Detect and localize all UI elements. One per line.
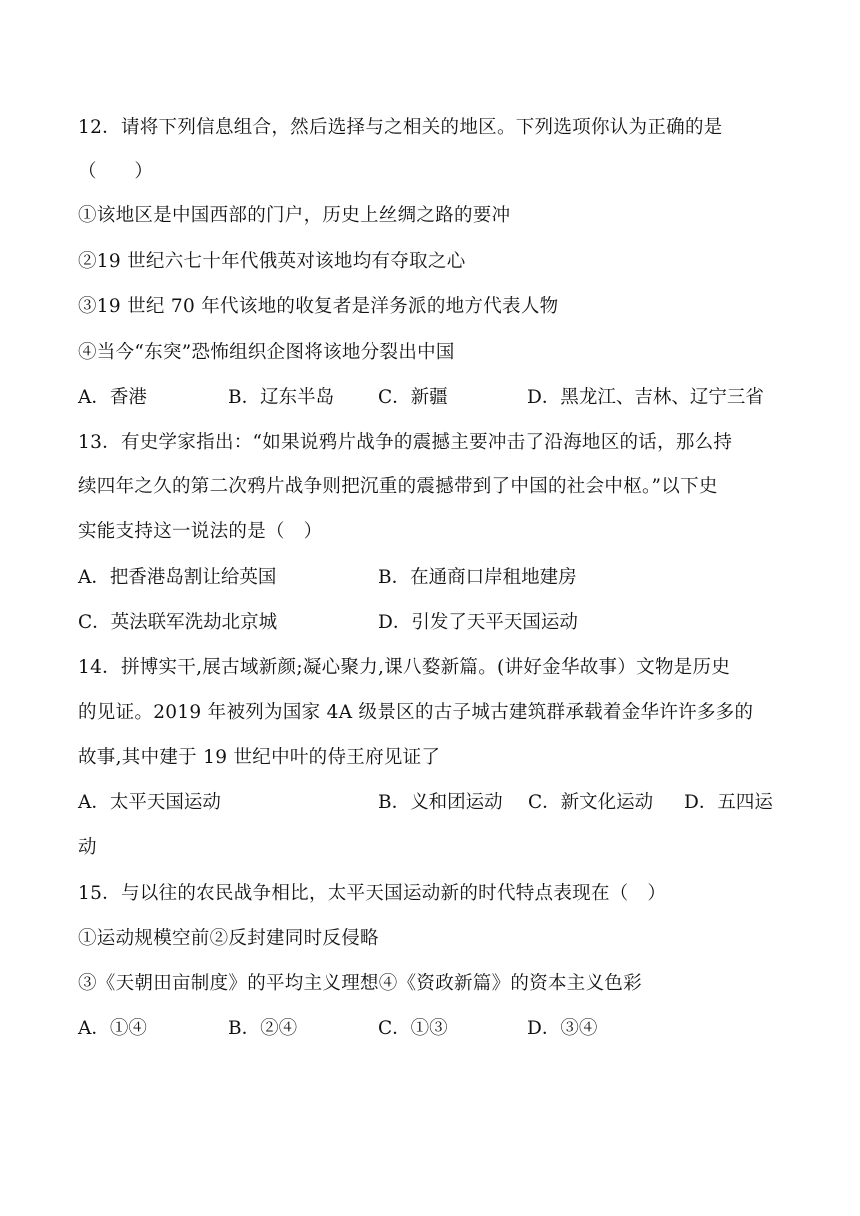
q13-option-d: D．引发了天平天国运动 — [378, 612, 578, 633]
q15-info-2: ③《天朝田亩制度》的平均主义理想④《资政新篇》的资本主义色彩 — [78, 973, 643, 994]
q13-stem-line-1: 13．有史学家指出：“如果说鸦片战争的震撼主要冲击了沿海地区的话，那么持 — [78, 432, 733, 453]
q12-option-b: B．辽东半岛 — [228, 387, 335, 408]
q15-options — [78, 1014, 782, 1044]
q13-stem-line-3: 实能支持这一说法的是（ ） — [78, 521, 323, 542]
q12-options — [78, 383, 782, 413]
q14-option-d: D．五四运 — [684, 792, 773, 813]
q12-info-3: ③19 世纪 70 年代该地的收复者是洋务派的地方代表人物 — [78, 296, 559, 317]
q14-option-b: B．义和团运动 — [378, 792, 503, 813]
q13-option-c: C．英法联军洗劫北京城 — [78, 612, 278, 633]
q14-stem-line-2: 的见证。2019 年被列为国家 4A 级景区的古子城古建筑群承载着金华许许多多的 — [78, 702, 754, 723]
q14-stem-line-1: 14．拼博实干,展古域新颜;凝心聚力,课八婺新篇。(讲好金华故事）文物是历史 — [78, 657, 731, 678]
q13-options-row-2 — [78, 608, 782, 638]
q13-option-a: A．把香港岛割让给英国 — [78, 567, 277, 588]
q14-stem-line-3: 故事,其中建于 19 世纪中叶的侍王府见证了 — [78, 747, 441, 768]
q14-option-a: A．太平天国运动 — [78, 792, 221, 813]
q14-option-c: C．新文化运动 — [528, 792, 654, 813]
q15-stem-line-1: 15．与以往的农民战争相比，太平天国运动新的时代特点表现在（ ） — [78, 883, 667, 904]
q13-option-b: B．在通商口岸租地建房 — [378, 567, 577, 588]
q12-stem-line-1: 12．请将下列信息组合，然后选择与之相关的地区。下列选项你认为正确的是 — [78, 117, 723, 138]
q12-info-1: ①该地区是中国西部的门户，历史上丝绸之路的要冲 — [78, 205, 511, 226]
q15-option-c: C．①③ — [378, 1018, 448, 1039]
q13-stem-line-2: 续四年之久的第二次鸦片战争则把沉重的震撼带到了中国的社会中枢。”以下史 — [78, 476, 718, 497]
q15-info-1: ①运动规模空前②反封建同时反侵略 — [78, 928, 379, 949]
q12-option-d: D．黑龙江、吉林、辽宁三省 — [527, 387, 764, 408]
q15-option-b: B．②④ — [228, 1018, 298, 1039]
q14-options — [78, 788, 782, 818]
q15-option-d: D．③④ — [527, 1018, 598, 1039]
q15-option-a: A．①④ — [78, 1018, 147, 1039]
q13-options-row-1 — [78, 563, 782, 593]
q12-answer-blank: （ ） — [78, 161, 154, 182]
q14-option-d-wrap: 动 — [78, 837, 97, 858]
q12-option-a: A．香港 — [78, 387, 147, 408]
q12-info-2: ②19 世纪六七十年代俄英对该地均有夺取之心 — [78, 251, 466, 272]
q12-option-c: C．新疆 — [378, 387, 448, 408]
q12-info-4: ④当今“东突”恐怖组织企图将该地分裂出中国 — [78, 342, 455, 363]
